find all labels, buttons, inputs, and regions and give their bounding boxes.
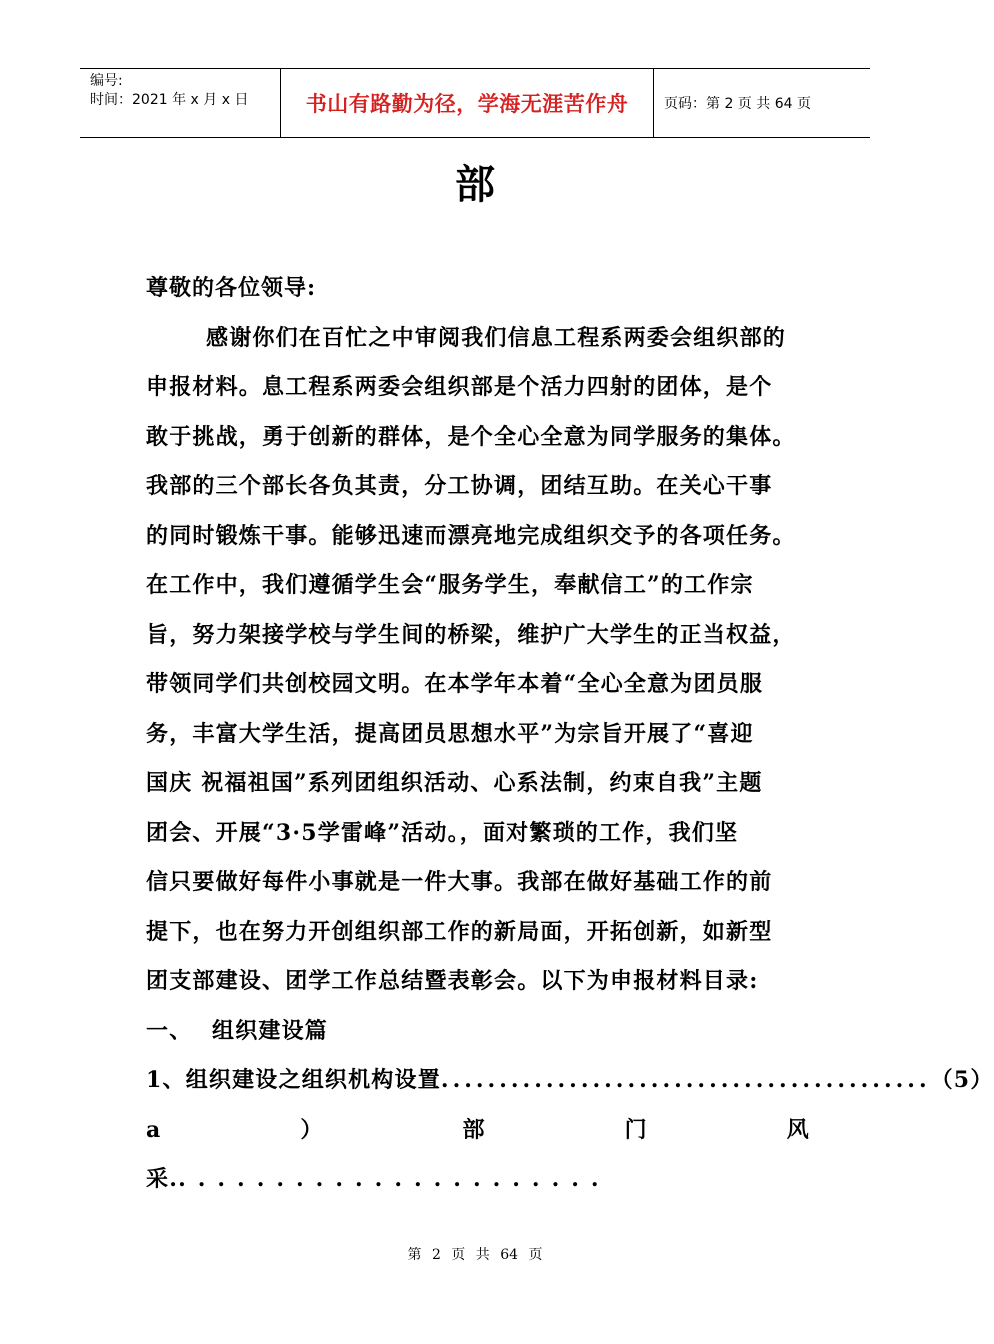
paragraph-line: 感谢你们在百忙之中审阅我们信息工程系两委会组织部的 — [206, 324, 787, 351]
toc-entry — [146, 1060, 994, 1110]
subentry-leader-dots: ...................... — [178, 1166, 611, 1192]
paragraph-line: 带领同学们共创校园文明。在本学年本着“全心全意为团员服 — [146, 671, 764, 697]
paragraph-line: 团支部建设、团学工作总结暨表彰会。以下为申报材料目录: — [146, 968, 759, 994]
paragraph-line: 在工作中，我们遵循学生会“服务学生，奉献信工”的工作宗 — [146, 572, 754, 598]
subentry-part: ） — [300, 1116, 324, 1143]
subentry-end: 采. — [146, 1166, 179, 1192]
paragraph-line: 旨，努力架接学校与学生间的桥梁，维护广大学生的正当权益， — [146, 621, 796, 648]
paragraph-line: 信只要做好每件小事就是一件大事。我部在做好基础工作的前 — [146, 869, 773, 895]
document-date: 时间：2021 年 x 月 x 日 — [90, 92, 249, 108]
subentry-part: 门 — [624, 1116, 648, 1143]
paragraph-line: 我部的三个部长各负其责，分工协调，团结互助。在关心干事 — [146, 473, 773, 499]
paragraph-line: 申报材料。息工程系两委会组织部是个活力四射的团体，是个 — [146, 374, 773, 400]
header-page-info: 页码：第 2 页 共 64 页 — [664, 96, 811, 112]
section-number: 一、 — [146, 1017, 193, 1044]
paragraph-line: 的同时锻炼干事。能够迅速而漂亮地完成组织交予的各项任务。 — [146, 522, 796, 549]
section-heading — [146, 1011, 810, 1061]
paragraph-line: 敢于挑战，勇于创新的群体，是个全心全意为同学服务的集体。 — [146, 423, 796, 450]
subentry-part: 部 — [462, 1116, 486, 1143]
salutation: 尊敬的各位领导: — [146, 275, 317, 301]
page-header — [80, 68, 870, 138]
section-title: 组织建设篇 — [212, 1017, 329, 1044]
toc-entry-label: 1、组织建设之组织机构设置 — [146, 1067, 441, 1093]
paragraph-line: 提下，也在努力开创组织部工作的新局面，开拓创新，如新型 — [146, 918, 773, 945]
paragraph-line: 国庆 祝福祖国”系列团组织活动、心系法制，约束自我”主题 — [146, 770, 763, 796]
paragraph-line: 团会、开展“3·5学雷峰”活动。，面对繁琐的工作，我们坚 — [146, 819, 739, 846]
document-number-label: 编号: — [90, 73, 123, 89]
toc-subentry-continuation — [146, 1159, 810, 1209]
page-title: 部 — [455, 162, 495, 208]
document-body — [146, 268, 994, 1209]
subentry-part: a — [146, 1116, 162, 1143]
paragraph-line: 务，丰富大学生活，提高团员思想水平”为宗旨开展了“喜迎 — [146, 720, 754, 747]
toc-leader-dots: .......................................... — [440, 1067, 931, 1093]
page-footer: 第 2 页 共 64 页 — [407, 1247, 543, 1263]
toc-subentry — [146, 1110, 810, 1160]
header-motto: 书山有路勤为径，学海无涯苦作舟 — [281, 69, 654, 137]
subentry-part: 风 — [786, 1116, 810, 1143]
header-meta — [80, 69, 281, 137]
toc-entry-page: （5） — [930, 1067, 994, 1093]
